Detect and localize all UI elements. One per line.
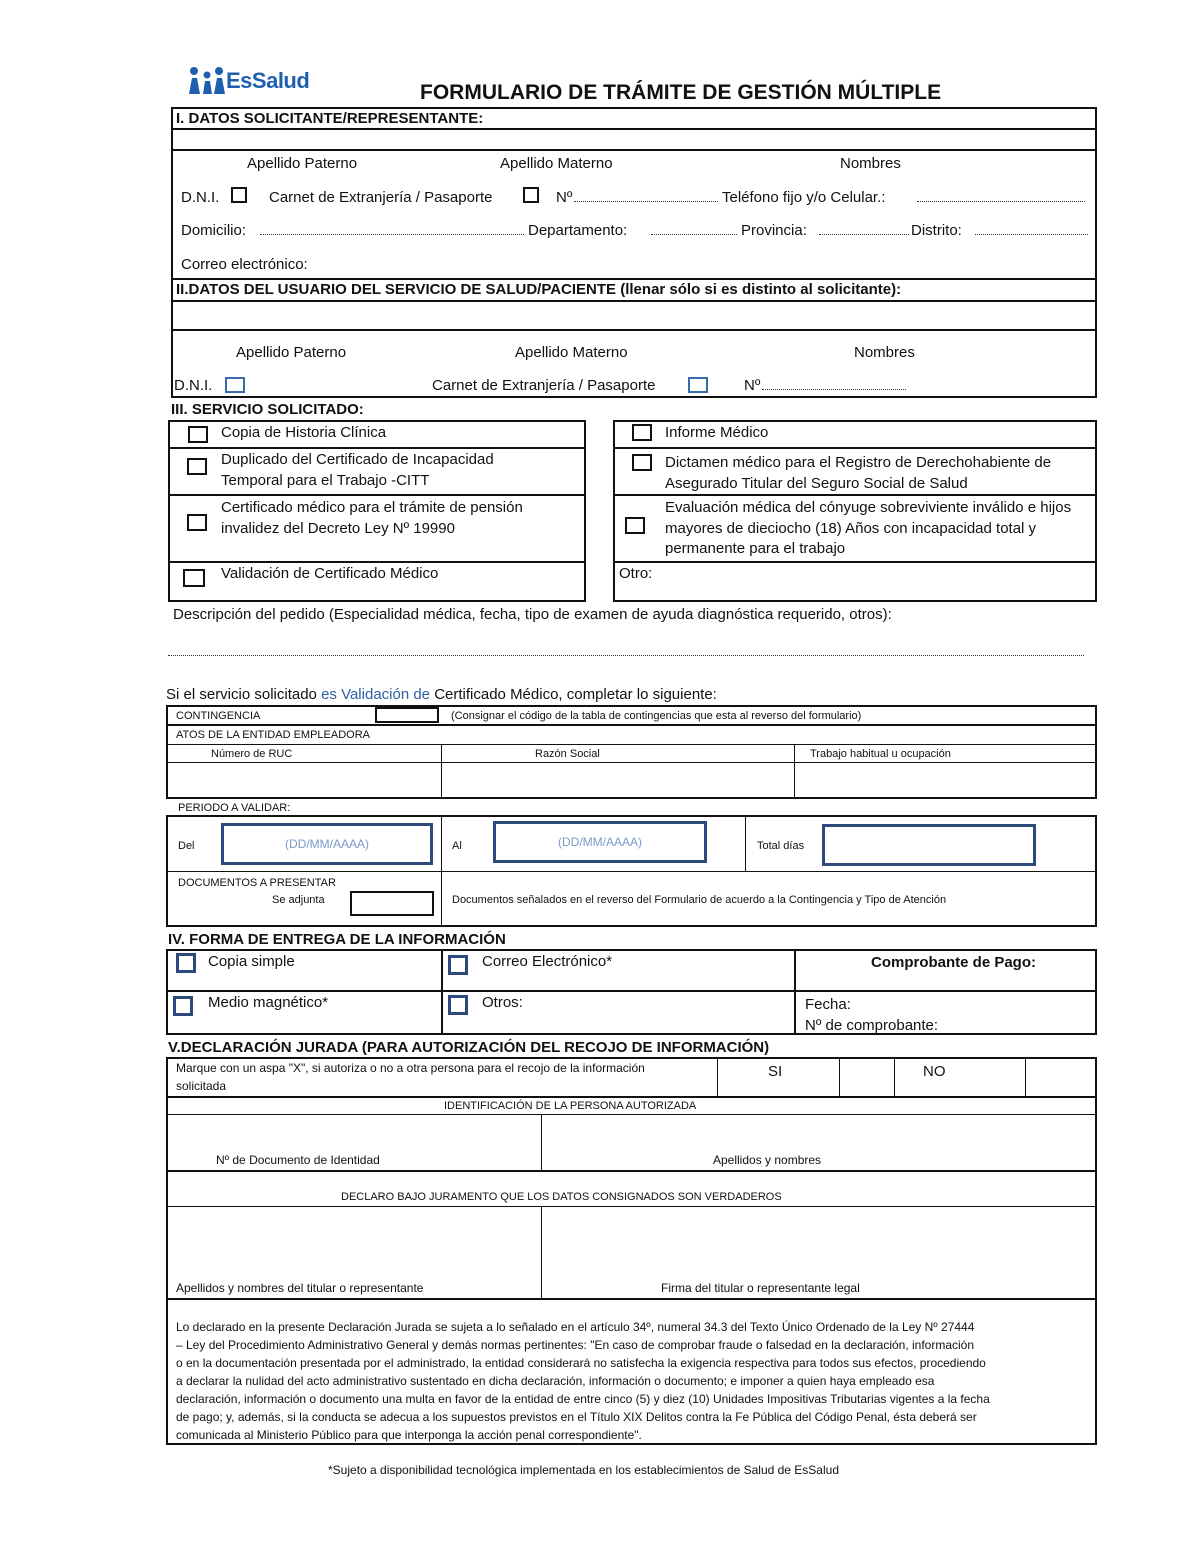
numero-field[interactable] [574, 201, 718, 202]
dni-checkbox[interactable] [231, 187, 247, 203]
nombres-label: Nombres [840, 155, 901, 172]
al-label: Al [452, 840, 462, 852]
validacion-intro [166, 686, 717, 704]
correo-electronico-checkbox[interactable] [448, 955, 468, 975]
titular-label: Apellidos y nombres del titular o representante [176, 1281, 424, 1295]
pension-label-1: Certificado médico para el trámite de pensión [221, 499, 523, 516]
correo-label: Correo electrónico: [181, 256, 308, 273]
otros-label: Otros: [482, 994, 523, 1011]
si-box[interactable] [841, 1059, 893, 1095]
informe-medico-checkbox[interactable] [632, 424, 652, 441]
evaluacion-label-1: Evaluación médica del cónyuge sobreviviente inválido e hijos [665, 499, 1072, 516]
dictamen-label-1: Dictamen médico para el Registro de Derechohabiente de [665, 454, 1052, 471]
brand-name: EsSalud [226, 68, 310, 93]
provincia-field[interactable] [819, 234, 909, 235]
dictamen-label-2: Asegurado Titular del Seguro Social de Salud [665, 475, 968, 492]
medio-magnetico-label: Medio magnético* [208, 994, 329, 1011]
num-comprobante-label: Nº de comprobante: [805, 1017, 939, 1034]
comprobante-label: Comprobante de Pago: [871, 954, 1037, 971]
intro-text-3: Certificado Médico, completar lo siguiente: [430, 686, 717, 703]
otro-label: Otro: [619, 565, 653, 582]
family-icon [188, 66, 226, 96]
marque-label-2: solicitada [176, 1079, 227, 1093]
form-title: FORMULARIO DE TRÁMITE DE GESTIÓN MÚLTIPLE [420, 81, 942, 104]
essalud-logo [188, 66, 310, 98]
entidad-label: ATOS DE LA ENTIDAD EMPLEADORA [176, 729, 370, 741]
si-label: SI [768, 1063, 783, 1080]
contingencia-input[interactable] [375, 707, 439, 723]
contingencia-label: CONTINGENCIA [176, 710, 261, 722]
duplicado-citt-checkbox[interactable] [187, 458, 207, 475]
section-2-title: II.DATOS DEL USUARIO DEL SERVICIO DE SALUD/PACIENTE (llenar sólo si es distinto al solicitante): [176, 281, 902, 298]
section-3-title: III. SERVICIO SOLICITADO: [171, 401, 364, 418]
legal-line-1: Lo declarado en la presente Declaración Jurada se sujeta a lo señalado en el artículo 34º, numeral 34.3 del Texto Único Ordenado de la Ley Nº 27444 [176, 1320, 975, 1334]
patient-carnet-label: Carnet de Extranjería / Pasaporte [432, 377, 656, 394]
otros-checkbox[interactable] [448, 995, 468, 1015]
patient-numero-label: Nº [744, 377, 761, 394]
patient-apellido-materno-label: Apellido Materno [515, 344, 628, 361]
copia-historia-checkbox[interactable] [188, 426, 208, 443]
ruc-header: Número de RUC [211, 748, 293, 760]
descripcion-field[interactable] [168, 655, 1084, 656]
copia-simple-label: Copia simple [208, 953, 295, 970]
declaro-header: DECLARO BAJO JURAMENTO QUE LOS DATOS CONSIGNADOS SON VERDADEROS [341, 1191, 782, 1203]
domicilio-label: Domicilio: [181, 222, 247, 239]
identificacion-header: IDENTIFICACIÓN DE LA PERSONA AUTORIZADA [444, 1100, 697, 1112]
patient-numero-field[interactable] [762, 389, 906, 390]
evaluacion-checkbox[interactable] [625, 517, 645, 534]
no-box[interactable] [1027, 1059, 1095, 1095]
telefono-field[interactable] [917, 201, 1085, 202]
copia-historia-label: Copia de Historia Clínica [221, 424, 387, 441]
distrito-label: Distrito: [911, 222, 962, 239]
legal-line-7: comunicada al Ministerio Público para que interponga la acción penal correspondiente". [176, 1428, 642, 1442]
apellidos-nombres-label: Apellidos y nombres [713, 1153, 822, 1167]
patient-carnet-checkbox[interactable] [688, 377, 708, 393]
domicilio-field[interactable] [260, 234, 524, 235]
section-1-title: I. DATOS SOLICITANTE/REPRESENTANTE: [176, 110, 484, 127]
consignar-label: (Consignar el código de la tabla de contingencias que esta al reverso del formulario) [451, 710, 862, 722]
total-dias-input[interactable] [822, 824, 1036, 866]
duplicado-citt-label-2: Temporal para el Trabajo -CITT [221, 472, 430, 489]
informe-medico-label: Informe Médico [665, 424, 769, 441]
documentos-label: DOCUMENTOS A PRESENTAR [178, 877, 336, 889]
copia-simple-checkbox[interactable] [176, 953, 196, 973]
departamento-label: Departamento: [528, 222, 628, 239]
documentos-note: Documentos señalados en el reverso del Formulario de acuerdo a la Contingencia y Tipo de Atención [452, 894, 947, 906]
evaluacion-label-2: mayores de dieciocho (18) Años con incapacidad total y [665, 520, 1037, 537]
fecha-del-input[interactable]: (DD/MM/AAAA) [221, 823, 433, 865]
apellido-materno-label: Apellido Materno [500, 155, 613, 172]
del-label: Del [178, 840, 195, 852]
apellido-paterno-label: Apellido Paterno [247, 155, 358, 172]
trabajo-header: Trabajo habitual u ocupación [810, 748, 951, 760]
distrito-field[interactable] [975, 234, 1088, 235]
medio-magnetico-checkbox[interactable] [173, 996, 193, 1016]
firma-label: Firma del titular o representante legal [661, 1281, 860, 1295]
numero-label: Nº [556, 189, 573, 206]
intro-text-1: Si el servicio solicitado [166, 686, 322, 703]
trabajo-input[interactable] [796, 764, 1095, 797]
descripcion-label: Descripción del pedido (Especialidad médica, fecha, tipo de examen de ayuda diagnóstica requerido, otros): [173, 606, 892, 623]
marque-label-1: Marque con un aspa "X", si autoriza o no a otra persona para el recojo de la información [176, 1061, 645, 1075]
legal-text [176, 1318, 1084, 1444]
validacion-checkbox[interactable] [183, 569, 205, 587]
carnet-label: Carnet de Extranjería / Pasaporte [269, 189, 493, 206]
provincia-label: Provincia: [741, 222, 807, 239]
validacion-label: Validación de Certificado Médico [221, 565, 439, 582]
legal-line-6: de pago; y, además, si la conducta se adecua a los supuestos previstos en el Título XIX Delitos contra la Fe Pública del Código Penal, ésta deberá ser [176, 1410, 977, 1424]
pension-label-2: invalidez del Decreto Ley Nº 19990 [221, 520, 455, 537]
section-4-title: IV. FORMA DE ENTREGA DE LA INFORMACIÓN [168, 931, 506, 948]
dni-label: D.N.I. [181, 189, 220, 206]
total-dias-label: Total días [757, 840, 805, 852]
departamento-field[interactable] [651, 234, 737, 235]
patient-apellido-paterno-label: Apellido Paterno [236, 344, 347, 361]
fecha-al-input[interactable]: (DD/MM/AAAA) [493, 821, 707, 863]
duplicado-citt-label-1: Duplicado del Certificado de Incapacidad [221, 451, 494, 468]
patient-dni-label: D.N.I. [174, 377, 213, 394]
legal-line-5: declaración, información o documento una multa en favor de la entidad de entre cinco (5) y diez (10) Unidades Impositivas Tributarias vigentes a la fecha [176, 1392, 990, 1406]
intro-text-highlight: es Validación de [321, 686, 431, 703]
evaluacion-label-3: permanente para el trabajo [665, 540, 846, 557]
carnet-checkbox[interactable] [523, 187, 539, 203]
otro-field[interactable] [660, 564, 1090, 598]
fecha-label: Fecha: [805, 996, 851, 1013]
correo-electronico-label: Correo Electrónico* [482, 953, 613, 970]
adjunta-input[interactable] [350, 891, 434, 916]
doc-identidad-label: Nº de Documento de Identidad [216, 1153, 380, 1167]
patient-dni-checkbox[interactable] [225, 377, 245, 393]
pension-checkbox[interactable] [187, 514, 207, 531]
periodo-label: PERIODO A VALIDAR: [178, 802, 291, 814]
ruc-input[interactable] [168, 764, 440, 797]
section-2-name-field[interactable] [173, 302, 1095, 328]
patient-nombres-label: Nombres [854, 344, 915, 361]
section-1-name-field[interactable] [173, 130, 1095, 148]
telefono-label: Teléfono fijo y/o Celular.: [722, 189, 886, 206]
adjunta-label: Se adjunta [272, 894, 325, 906]
legal-line-4: a declarar la nulidad del acto administrativo sustentado en dicha declaración, información o documento; e imponer a quien haya empleado esa [176, 1374, 935, 1388]
no-label: NO [923, 1063, 946, 1080]
razon-input[interactable] [443, 764, 793, 797]
footer-note: *Sujeto a disponibilidad tecnológica implementada en los establecimientos de Salud de EsSalud [328, 1463, 839, 1477]
legal-line-2: – Ley del Procedimiento Administrativo General y demás normas pertinentes: "En caso de comprobar fraude o falsedad en la declaración, información [176, 1338, 975, 1352]
legal-line-3: o en la documentación presentada por el administrado, la entidad considerará no satisfecha la exigencia respectiva para todos sus efectos, procediendo [176, 1356, 986, 1370]
section-5-title: V.DECLARACIÓN JURADA (PARA AUTORIZACIÓN DEL RECOJO DE INFORMACIÓN) [168, 1039, 770, 1056]
dictamen-checkbox[interactable] [632, 454, 652, 471]
razon-header: Razón Social [535, 748, 600, 760]
